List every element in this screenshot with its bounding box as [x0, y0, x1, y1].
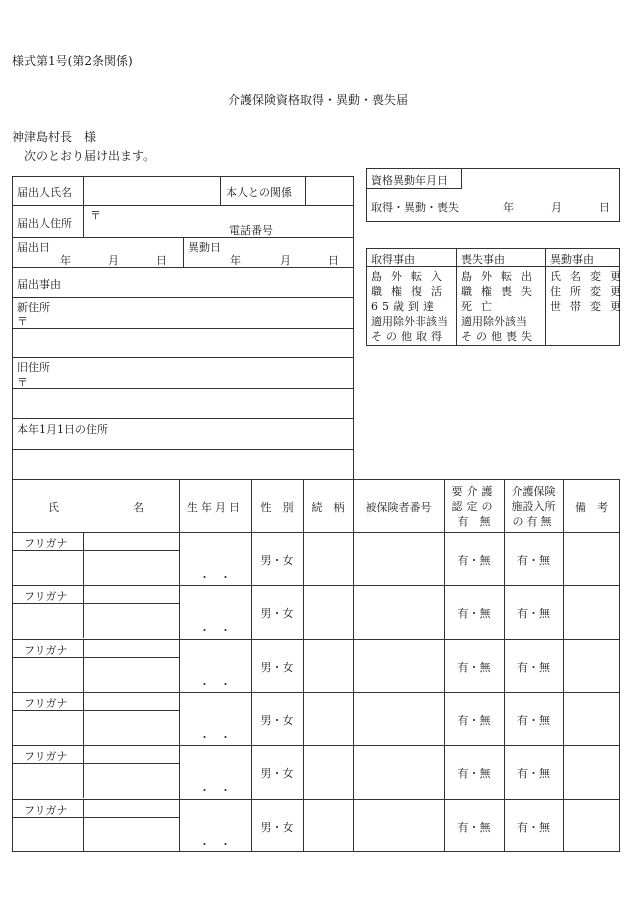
reason-item: 65歳到達 [371, 300, 438, 313]
insured-number-field[interactable] [354, 800, 443, 851]
facility-choice[interactable]: 有・無 [517, 714, 550, 727]
new-address-label: 新住所 [17, 301, 50, 314]
applicant-address-field[interactable] [100, 207, 350, 235]
old-address-label: 旧住所 [17, 361, 50, 374]
furigana-label: フリガナ [24, 750, 68, 763]
reason-item: 適用除外該当 [461, 315, 527, 328]
remarks-field[interactable] [564, 800, 619, 851]
reason-item: 死亡 [461, 300, 501, 313]
reason-item: 職権復活 [371, 285, 451, 298]
reason-item: 島外転入 [371, 270, 451, 283]
header-sex: 性 別 [260, 501, 294, 514]
relationship-field[interactable] [304, 640, 352, 691]
relationship-field[interactable] [304, 533, 352, 584]
sex-choice[interactable]: 男・女 [260, 714, 294, 727]
furigana-label: フリガナ [24, 804, 68, 817]
jan1-address-label: 本年1月1日の住所 [17, 423, 108, 436]
relation-field[interactable] [309, 180, 349, 202]
furigana-field[interactable] [84, 533, 178, 549]
sex-choice[interactable]: 男・女 [260, 607, 294, 620]
new-address-postal-mark: 〒 [17, 315, 28, 328]
change-day: 日 [328, 254, 339, 267]
postal-mark: 〒 [90, 209, 101, 222]
furigana-label: フリガナ [24, 644, 68, 657]
reason-item: 住所変更 [550, 285, 630, 298]
relationship-field[interactable] [304, 693, 352, 744]
report-month: 月 [108, 254, 119, 267]
reason-item: 氏名変更 [550, 270, 630, 283]
report-day: 日 [156, 254, 167, 267]
remarks-field[interactable] [564, 586, 619, 637]
phone-label: 電話番号 [229, 224, 273, 237]
sex-choice[interactable]: 男・女 [260, 767, 294, 780]
acquisition-reason-header: 取得事由 [371, 253, 415, 266]
addressee: 神津島村長 様 [12, 130, 97, 144]
sex-choice[interactable]: 男・女 [260, 661, 294, 674]
furigana-field[interactable] [84, 640, 178, 656]
old-address-postal-mark: 〒 [17, 376, 28, 389]
header-insured-number: 被保険者番号 [365, 501, 432, 514]
name-field[interactable] [13, 765, 178, 797]
change-reason-list [550, 269, 630, 314]
reason-item: 適用除外非該当 [371, 315, 448, 328]
header-name-given: 名 [133, 501, 144, 514]
care-certification-choice[interactable]: 有・無 [457, 714, 491, 727]
name-field[interactable] [13, 712, 178, 744]
relationship-field[interactable] [304, 746, 352, 797]
reason-item: 世帯変更 [550, 300, 630, 313]
name-field[interactable] [13, 552, 178, 584]
report-year: 年 [60, 254, 71, 267]
insured-number-field[interactable] [354, 693, 443, 744]
facility-choice[interactable]: 有・無 [517, 767, 550, 780]
care-certification-choice[interactable]: 有・無 [457, 767, 491, 780]
facility-choice[interactable]: 有・無 [517, 554, 550, 567]
header-facility: 介護保険 施設入所 の有無 [511, 485, 556, 528]
birthdate-dots: ・・ [199, 838, 241, 851]
birthdate-dots: ・・ [199, 731, 241, 744]
name-field[interactable] [13, 659, 178, 691]
furigana-field[interactable] [84, 800, 178, 816]
reason-item: 島外転出 [461, 270, 541, 283]
name-field[interactable] [13, 819, 178, 851]
name-field[interactable] [13, 605, 178, 637]
sex-choice[interactable]: 男・女 [260, 554, 294, 567]
reason-item: その他取得 [371, 330, 446, 343]
form-title: 介護保険資格取得・異動・喪失届 [228, 93, 409, 107]
care-certification-choice[interactable]: 有・無 [457, 607, 491, 620]
remarks-field[interactable] [564, 640, 619, 691]
care-certification-choice[interactable]: 有・無 [457, 661, 491, 674]
header-relationship: 続 柄 [311, 501, 345, 514]
facility-choice[interactable]: 有・無 [517, 661, 550, 674]
care-certification-choice[interactable]: 有・無 [457, 554, 491, 567]
report-date-label: 届出日 [17, 241, 50, 254]
facility-choice[interactable]: 有・無 [517, 821, 550, 834]
insured-number-field[interactable] [354, 533, 443, 584]
furigana-label: フリガナ [24, 590, 68, 603]
remarks-field[interactable] [564, 746, 619, 797]
furigana-field[interactable] [84, 693, 178, 709]
sex-choice[interactable]: 男・女 [260, 821, 294, 834]
birthdate-dots: ・・ [199, 571, 241, 584]
form-number: 様式第1号(第2条関係) [12, 54, 133, 68]
qualification-day: 日 [599, 201, 610, 214]
loss-reason-list [461, 269, 541, 344]
furigana-label: フリガナ [24, 697, 68, 710]
qualification-year: 年 [503, 201, 514, 214]
intro-text: 次のとおり届け出ます。 [24, 149, 156, 163]
furigana-field[interactable] [84, 586, 178, 602]
insured-number-field[interactable] [354, 640, 443, 691]
applicant-name-label: 届出人氏名 [17, 186, 72, 199]
change-month: 月 [280, 254, 291, 267]
insured-number-field[interactable] [354, 746, 443, 797]
qualification-title: 資格異動年月日 [371, 174, 448, 187]
relationship-field[interactable] [304, 800, 352, 851]
qualification-month: 月 [551, 201, 562, 214]
reason-item: その他喪失 [461, 330, 536, 343]
change-date-label: 異動日 [188, 241, 221, 254]
qualification-kinds: 取得・異動・喪失 [371, 201, 459, 214]
birthdate-dots: ・・ [199, 678, 241, 691]
facility-choice[interactable]: 有・無 [517, 607, 550, 620]
change-reason-header: 異動事由 [550, 253, 594, 266]
applicant-address-label: 届出人住所 [17, 217, 72, 230]
acquisition-reason-list [371, 269, 451, 344]
header-remarks: 備 考 [575, 501, 608, 514]
header-birthdate: 生年月日 [187, 501, 243, 514]
header-name-family: 氏 [48, 501, 59, 514]
furigana-field[interactable] [84, 746, 178, 762]
birthdate-dots: ・・ [199, 784, 241, 797]
change-year: 年 [230, 254, 241, 267]
care-certification-choice[interactable]: 有・無 [457, 821, 491, 834]
reason-item: 職権喪失 [461, 285, 541, 298]
loss-reason-header: 喪失事由 [461, 253, 505, 266]
relationship-field[interactable] [304, 586, 352, 637]
remarks-field[interactable] [564, 693, 619, 744]
furigana-label: フリガナ [24, 537, 68, 550]
relation-label: 本人との関係 [226, 186, 292, 199]
birthdate-dots: ・・ [199, 624, 241, 637]
report-reason-label: 届出事由 [17, 278, 61, 291]
header-care-certification: 要介護 認定の 有 無 [451, 485, 497, 528]
insured-number-field[interactable] [354, 586, 443, 637]
applicant-name-field[interactable] [89, 180, 217, 202]
remarks-field[interactable] [564, 533, 619, 584]
